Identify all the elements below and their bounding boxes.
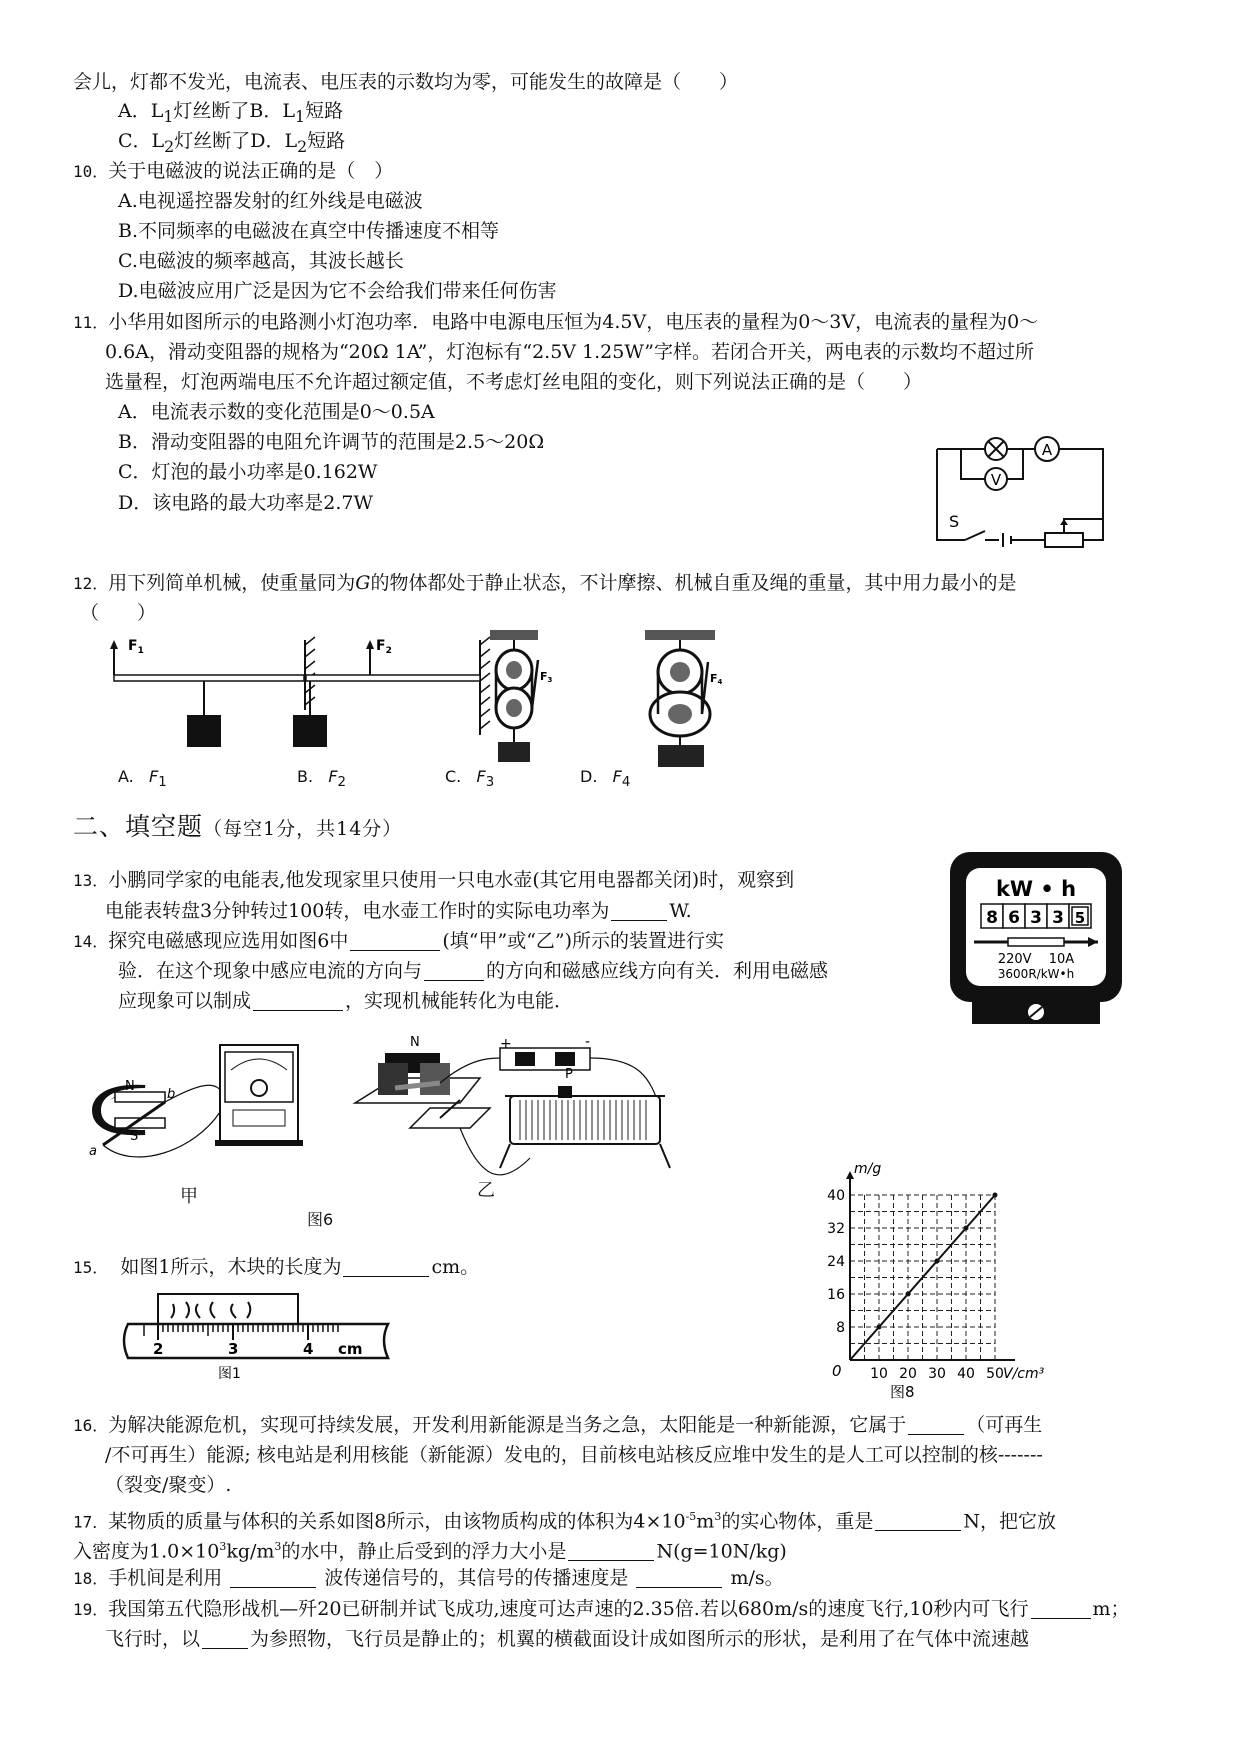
meter-constant: 3600R/kW•h [997, 967, 1075, 981]
q13-line1: 13．小鹏同学家的电能表,他发现家里只使用一只电水壶(其它用电器都关闭)时，观察到 [73, 869, 795, 891]
y-tick-label: 16 [827, 1287, 845, 1303]
q10-option-a: A.电视遥控器发射的红外线是电磁波 [118, 190, 423, 212]
data-point [906, 1292, 911, 1297]
meter-unit: kW • h [995, 877, 1077, 901]
chart-y-label: m/g [854, 1161, 882, 1177]
machine-c [490, 630, 538, 762]
y-tick-label: 32 [827, 1221, 845, 1237]
q14-line3: 应现象可以制成 ，实现机械能转化为电能． [118, 990, 574, 1012]
chart-origin-label: 0 [832, 1362, 842, 1380]
q15-blank[interactable] [343, 1256, 429, 1277]
data-point [964, 1226, 969, 1231]
q16-blank-1[interactable] [908, 1414, 964, 1435]
meter-digit-1: 8 [986, 908, 998, 928]
q13-blank[interactable] [611, 900, 667, 921]
q14-line2: 验．在这个现象中感应电流的方向与 的方向和磁感应线方向有关．利用电磁感 [118, 960, 829, 982]
q12-option-d: D. $F_4$ [580, 767, 631, 791]
q18-blank-2[interactable] [636, 1567, 722, 1588]
q17-line2: 入密度为$1.0\times 10^3kg/m^3$的水中，静止后受到的浮力大小是 N(g=10N/kg) [73, 1540, 787, 1563]
meter-rating: 220V 10A [997, 952, 1075, 967]
meter-digit-5: 5 [1074, 909, 1086, 927]
y-tick-label: 8 [836, 1320, 845, 1336]
voltmeter-label: V [990, 471, 1002, 489]
q9-options-ab: A．$L_1$灯丝断了B．$L_1$短路 [118, 100, 344, 126]
machine-d-force-label: F4 [710, 672, 723, 686]
data-point [993, 1193, 998, 1198]
wooden-block [158, 1294, 298, 1324]
machine-c-force-label: F3 [540, 670, 553, 684]
jia-n-label: N [125, 1079, 135, 1094]
q11-line1: 11．小华用如图所示的电路测小灯泡功率．电路中电源电压恒为4.5V，电压表的量程为0～3V，电流表的量程为0～ [73, 311, 1039, 333]
q11-option-b: B．滑动变阻器的电阻允许调节的范围是2.5～20Ω [118, 431, 545, 453]
x-tick-label: 50 [986, 1366, 1004, 1382]
electricity-meter [948, 850, 1124, 1026]
machine-b-force-label: $F_2$ [376, 638, 392, 656]
ruler-caption: 图1 [218, 1366, 241, 1382]
ruler-tick-2: 2 [153, 1340, 164, 1358]
q17-line1: 17．某物质的质量与体积的关系如图8所示，由该物质构成的体积为$4\times 10^{-5}m^3$的实心物体，重是 N，把它放 [73, 1510, 1056, 1533]
q19-blank-2[interactable] [202, 1628, 248, 1649]
meter-digit-3: 3 [1030, 908, 1042, 928]
q11-line2: 0.6A，滑动变阻器的规格为“20Ω 1A”，灯泡标有“2.5V 1.25W”字样。若闭合开关，两电表的示数均不超过所 [105, 341, 1034, 363]
yi-p-label: P [565, 1067, 573, 1082]
meter-digit-2: 6 [1008, 908, 1020, 928]
chart-caption: 图8 [890, 1383, 915, 1401]
q12-machines-figure [110, 630, 810, 780]
q10-option-b: B.不同频率的电磁波在真空中传播速度不相等 [118, 220, 500, 242]
q12-option-b: B. $F_2$ [297, 767, 347, 791]
q19-line1: 19．我国第五代隐形战机—歼20已研制并试飞成功,速度可达声速的2.35倍.若以680m/s的速度飞行,10秒内可飞行 m； [73, 1598, 1130, 1620]
q10-option-c: C.电磁波的频率越高，其波长越长 [118, 250, 404, 272]
q15-stem: 15． 如图1所示，木块的长度为 cm。 [73, 1256, 480, 1278]
chart-y-ticks [827, 1188, 845, 1336]
ruler-tick-3: 3 [228, 1340, 239, 1358]
ruler-tick-4: 4 [303, 1340, 314, 1358]
q12-option-a: A. $F_1$ [118, 767, 167, 791]
q18-line: 18．手机间是利用 波传递信号的，其信号的传播速度是 m/s。 [73, 1567, 784, 1589]
x-tick-label: 30 [928, 1366, 946, 1382]
q12-stem: 12．用下列简单机械，使重量同为G的物体都处于静止状态，不计摩擦、机械自重及绳的重量，其中用力最小的是 [73, 572, 1017, 594]
ammeter-label: A [1041, 441, 1053, 459]
q11-line3: 选量程，灯泡两端电压不允许超过额定值，不考虑灯丝电阻的变化，则下列说法正确的是（ ） [105, 371, 923, 393]
x-tick-label: 20 [899, 1366, 917, 1382]
data-point [877, 1325, 882, 1330]
section-2-title: 二、填空题（每空1分，共14分） [73, 812, 403, 841]
q16-line1: 16．为解决能源危机，实现可持续发展，开发利用新能源是当务之急，太阳能是一种新能源，它属于 （可再生 [73, 1414, 1043, 1436]
figure-8-chart [812, 1160, 1072, 1401]
fig6-caption: 图6 [307, 1210, 334, 1229]
x-tick-label: 40 [957, 1366, 975, 1382]
chart-x-ticks [870, 1366, 1004, 1382]
yi-plus-label: + [500, 1036, 512, 1052]
chart-x-label: V/cm³ [1003, 1366, 1045, 1382]
meter-digit-4: 3 [1052, 908, 1064, 928]
jia-a-label: a [89, 1144, 97, 1159]
q19-line2: 飞行时，以 为参照物，飞行员是静止的；机翼的横截面设计成如图所示的形状，是利用了在气体中流速越 [105, 1628, 1030, 1650]
q14-blank-2[interactable] [424, 960, 484, 981]
q11-option-c: C．灯泡的最小功率是0.162W [118, 461, 378, 483]
q14-blank-3[interactable] [253, 990, 343, 1011]
yi-n-label: N [410, 1035, 420, 1050]
fig6-caption-jia: 甲 [180, 1186, 198, 1207]
fig6-caption-yi: 乙 [477, 1180, 495, 1201]
data-point [935, 1259, 940, 1264]
q19-blank-1[interactable] [1031, 1598, 1091, 1619]
y-axis-arrow-icon [846, 1171, 854, 1179]
q9-options-cd: C．$L_2$灯丝断了D．$L_2$短路 [118, 130, 346, 156]
q11-option-a: A．电流表示数的变化范围是0～0.5A [118, 401, 435, 423]
machine-a-force-label: $F_1$ [128, 638, 144, 656]
q14-blank-1[interactable] [350, 930, 440, 951]
q18-blank-1[interactable] [230, 1567, 316, 1588]
q12-option-c: C. $F_3$ [445, 767, 495, 791]
q10-stem: 10．关于电磁波的说法正确的是（ ） [73, 160, 394, 182]
x-tick-label: 10 [870, 1366, 888, 1382]
q17-blank-1[interactable] [875, 1510, 961, 1531]
q17-blank-2[interactable] [568, 1540, 654, 1561]
q11-option-d: D．该电路的最大功率是2.7W [118, 492, 373, 514]
ruler-unit: cm [338, 1340, 363, 1358]
y-tick-label: 24 [827, 1254, 845, 1270]
q12-paren: （ ） [80, 602, 157, 624]
machine-d [645, 630, 715, 767]
y-tick-label: 40 [827, 1188, 845, 1204]
q11-circuit-diagram [925, 425, 1125, 545]
q14-line1: 14．探究电磁感现应选用如图6中 (填“甲”或“乙”)所示的装置进行实 [73, 930, 725, 952]
chart-axes [846, 1171, 1015, 1360]
q16-line3: （裂变/聚变）. [105, 1474, 232, 1496]
q9-stem-tail: 会儿，灯都不发光，电流表、电压表的示数均为零，可能发生的故障是（ ） [73, 71, 739, 93]
figure-6-jia [75, 1040, 315, 1175]
q16-line2: /不可再生）能源; 核电站是利用核能（新能源）发电的，目前核电站核反应堆中发生的是人工可以控制的核------- [105, 1444, 1043, 1466]
switch-label: S [949, 512, 960, 531]
jia-s-label: S [130, 1129, 139, 1144]
q13-line2: 电能表转盘3分钟转过100转，电水壶工作时的实际电功率为 W. [105, 900, 692, 922]
figure-6-yi [350, 1034, 720, 1198]
q10-option-d: D.电磁波应用广泛是因为它不会给我们带来任何伤害 [118, 280, 557, 302]
q15-ruler-figure [118, 1292, 398, 1382]
yi-minus-label: - [585, 1034, 591, 1050]
jia-b-label: b [167, 1087, 176, 1102]
